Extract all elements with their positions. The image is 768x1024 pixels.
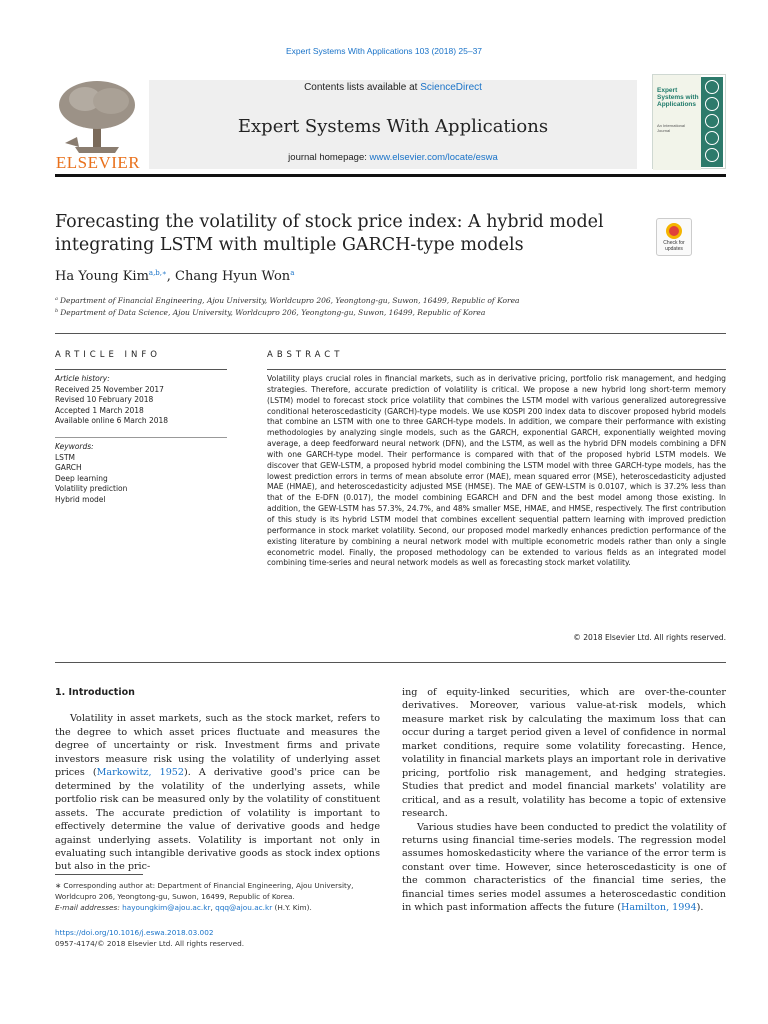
- accepted-date: Accepted 1 March 2018: [55, 405, 144, 415]
- author-separator: ,: [166, 269, 176, 284]
- journal-header: [55, 73, 726, 172]
- article-info-divider: [55, 369, 227, 370]
- keywords-label: Keywords:: [55, 441, 94, 451]
- copyright-notice: © 2018 Elsevier Ltd. All rights reserved.: [573, 633, 726, 642]
- received-date: Received 25 November 2017: [55, 384, 164, 394]
- abstract-end-divider: [55, 662, 726, 663]
- footnote-text: ∗ Corresponding author at: Department of Financial Engineering, Ajou University, Worldcupro 206, Yeongtong-gu, Suwon, 16499, Republic of Korea.: [55, 881, 354, 901]
- email-label: E-mail addresses:: [55, 903, 123, 912]
- affiliation-mark: a: [55, 296, 58, 302]
- affiliation-b: [55, 306, 725, 318]
- keyword: Hybrid model: [55, 494, 106, 504]
- paragraph-text: ). A derivative good's price can be determined by the volatility of the underlying assets, while portfolio risk can be measured only by the volatility of constituent assets. The accurate prediction of volatility is important to effectively determine the value of derivative goods and hedge against underlying assets. Volatility is important not only in evaluating such intangible derivative goods as stock index options but also in the pric-: [55, 767, 381, 873]
- contents-prefix: Contents lists available at: [304, 82, 421, 93]
- keyword: Deep learning: [55, 473, 108, 483]
- affiliations: [55, 294, 725, 318]
- header-divider: [55, 174, 726, 177]
- history-label: Article history:: [55, 374, 110, 383]
- affiliation-text: Department of Data Science, Ajou University, Worldcupro 206, Yeongtong-gu, Suwon, 16499, Republic of Korea: [60, 308, 486, 317]
- journal-banner: [149, 80, 637, 169]
- footnote-divider: [55, 874, 143, 875]
- author-name: Ha Young Kim: [55, 269, 149, 284]
- affiliation-a: [55, 294, 725, 306]
- check-for-updates-button[interactable]: [656, 218, 692, 256]
- cover-icons: [701, 77, 723, 167]
- article-info: [55, 374, 227, 506]
- keyword: Volatility prediction: [55, 484, 128, 494]
- check-updates-label: Check for updates: [663, 240, 685, 252]
- abstract-body: Volatility plays crucial roles in financial markets, such as in derivative pricing, portfolio risk management, and hedging strategies. Therefore, accurate prediction of volatility is critical. We propose a new hybrid long short-term memory (LSTM) model to forecast stock price volatility that combines the LSTM model with various generalized autoregressive conditional heteroscedasticity (GARCH)-type models. We use KOSPI 200 index data to discover proposed hybrid models that combine an LSTM with one to three GARCH-type models. In addition, we compare their performance with existing methodologies by analyzing single models, such as the GARCH, exponential GARCH, exponentially weighted moving average, a deep feedforward neural network (DFN), and the LSTM, as well as the hybrid DFN models combining a DFN with one GARCH-type model. Their performance is compared with that of the proposed hybrid LSTM models. We discover that GEW-LSTM, a proposed hybrid model combining the LSTM model with three GARCH-type models, has the lowest prediction errors in terms of mean absolute error (MAE), mean squared error (MSE), heteroscedasticity adjusted MAE (HMAE), and heteroscedasticity adjusted MSE (HMSE). The MAE of GEW-LSTM is 0.0107, which is 37.2% less than that of the E-DFN (0.017), the model combining EGARCH and DFN and the best model among those existing. In addition, the GEW-LSTM has 57.3%, 24.7%, and 48% smaller MSE, HMAE, and HMSE, respectively. The first contribution of this study is its hybrid LSTM model that combines excellent sequential pattern learning with improved prediction performance in stock market volatility. Second, our proposed model markedly enhances prediction performance of the existing literature by combining a neural network model with multiple econometric models rather than only a single econometric model. Finally, the proposed methodology can be extended to various fields as an integrated model combining time-series and neural network models as well as forecasting stock market volatility.: [267, 374, 726, 568]
- section-heading-introduction: 1. Introduction: [55, 687, 135, 698]
- sciencedirect-link[interactable]: ScienceDirect: [420, 82, 482, 93]
- email-link[interactable]: qqq@ajou.ac.kr: [215, 903, 273, 912]
- abstract-divider: [267, 369, 726, 370]
- publisher-name: ELSEVIER: [55, 153, 141, 172]
- body-column-right: [402, 686, 726, 915]
- author-affiliation-marks[interactable]: a,b,∗: [148, 269, 167, 277]
- author-affiliation-marks[interactable]: a: [290, 269, 295, 277]
- revised-date: Revised 10 February 2018: [55, 395, 154, 405]
- journal-homepage-link[interactable]: www.elsevier.com/locate/eswa: [369, 152, 498, 163]
- paragraph: [55, 712, 380, 873]
- corresponding-author-footnote: [55, 880, 380, 913]
- article-title: [55, 211, 615, 257]
- author-name: Chang Hyun Won: [175, 269, 291, 284]
- email-separator: ,: [210, 903, 216, 912]
- crossmark-icon: [666, 223, 682, 239]
- paragraph-text: Volatility in asset markets, such as the stock market, refers to the degree to which asset prices fluctuate and measures the degree of uncertainty or risk. Investment firms and private investors measure risk using the volatility of underlying asset prices (: [55, 713, 380, 779]
- doi-link[interactable]: https://doi.org/10.1016/j.eswa.2018.03.002: [55, 928, 214, 937]
- cover-subtitle: An International Journal: [657, 123, 686, 133]
- paragraph: ing of equity-linked securities, which are over-the-counter derivatives. Moreover, various value-at-risk models, which measure market risk by calculating the maximum loss that can occur during a target period given a level of confidence in normal market conditions, require some volatility forecasting. Hence, volatility in financial markets plays an important role in derivative pricing, portfolio risk management, and hedging strategies. Studies that predict and model financial markets' volatility are critical, and as a result, volatility has become a topic of extensive research.: [402, 687, 726, 820]
- paragraph-text: ).: [696, 902, 704, 914]
- journal-cover-image[interactable]: [652, 74, 726, 169]
- abstract-heading: ABSTRACT: [267, 350, 344, 360]
- affiliation-mark: b: [55, 308, 59, 314]
- elsevier-logo[interactable]: [55, 77, 141, 172]
- doi-block: [55, 927, 380, 949]
- contents-line: [149, 82, 637, 93]
- cover-title: Expert Systems with Applications: [657, 87, 699, 108]
- journal-name: Expert Systems With Applications: [237, 116, 549, 137]
- keywords-block: [55, 437, 227, 506]
- online-date: Available online 6 March 2018: [55, 416, 169, 426]
- elsevier-tree-icon: [55, 77, 141, 155]
- issn-copyright: 0957-4174/© 2018 Elsevier Ltd. All rights reserved.: [55, 939, 245, 948]
- body-column-left: [55, 686, 380, 874]
- affiliation-text: Department of Financial Engineering, Ajou University, Worldcupro 206, Yeongtong-gu, Suwon, 16499, Republic of Korea: [59, 296, 520, 305]
- title-line-2: integrating LSTM with multiple GARCH-type models: [55, 235, 524, 255]
- journal-citation[interactable]: Expert Systems With Applications 103 (2018) 25–37: [285, 46, 483, 56]
- email-suffix: (H.Y. Kim).: [272, 903, 312, 912]
- paragraph-text: Various studies have been conducted to predict the volatility of returns using financial time-series models. The regression model assumes homoskedasticity where the variance of the error term is constant over time. However, since heteroscedasticity is one of the common characteristics of the financial time series, the financial times series model assumes a heteroscedastic condition in which past information affects the future (: [402, 821, 726, 914]
- paragraph: [402, 821, 726, 915]
- email-link[interactable]: hayoungkim@ajou.ac.kr: [122, 903, 211, 912]
- author-list: [55, 269, 294, 284]
- footnote-emails: [55, 902, 380, 913]
- homepage-prefix: journal homepage:: [288, 152, 370, 163]
- homepage-line: [149, 152, 637, 163]
- title-line-1: Forecasting the volatility of stock price index: A hybrid model: [55, 212, 604, 232]
- article-info-heading: ARTICLE INFO: [55, 350, 161, 360]
- keyword: GARCH: [55, 463, 82, 473]
- citation-link[interactable]: Markowitz, 1952: [96, 767, 185, 779]
- keyword: LSTM: [55, 452, 75, 462]
- citation-link[interactable]: Hamilton, 1994: [620, 902, 697, 914]
- section-divider: [55, 333, 726, 334]
